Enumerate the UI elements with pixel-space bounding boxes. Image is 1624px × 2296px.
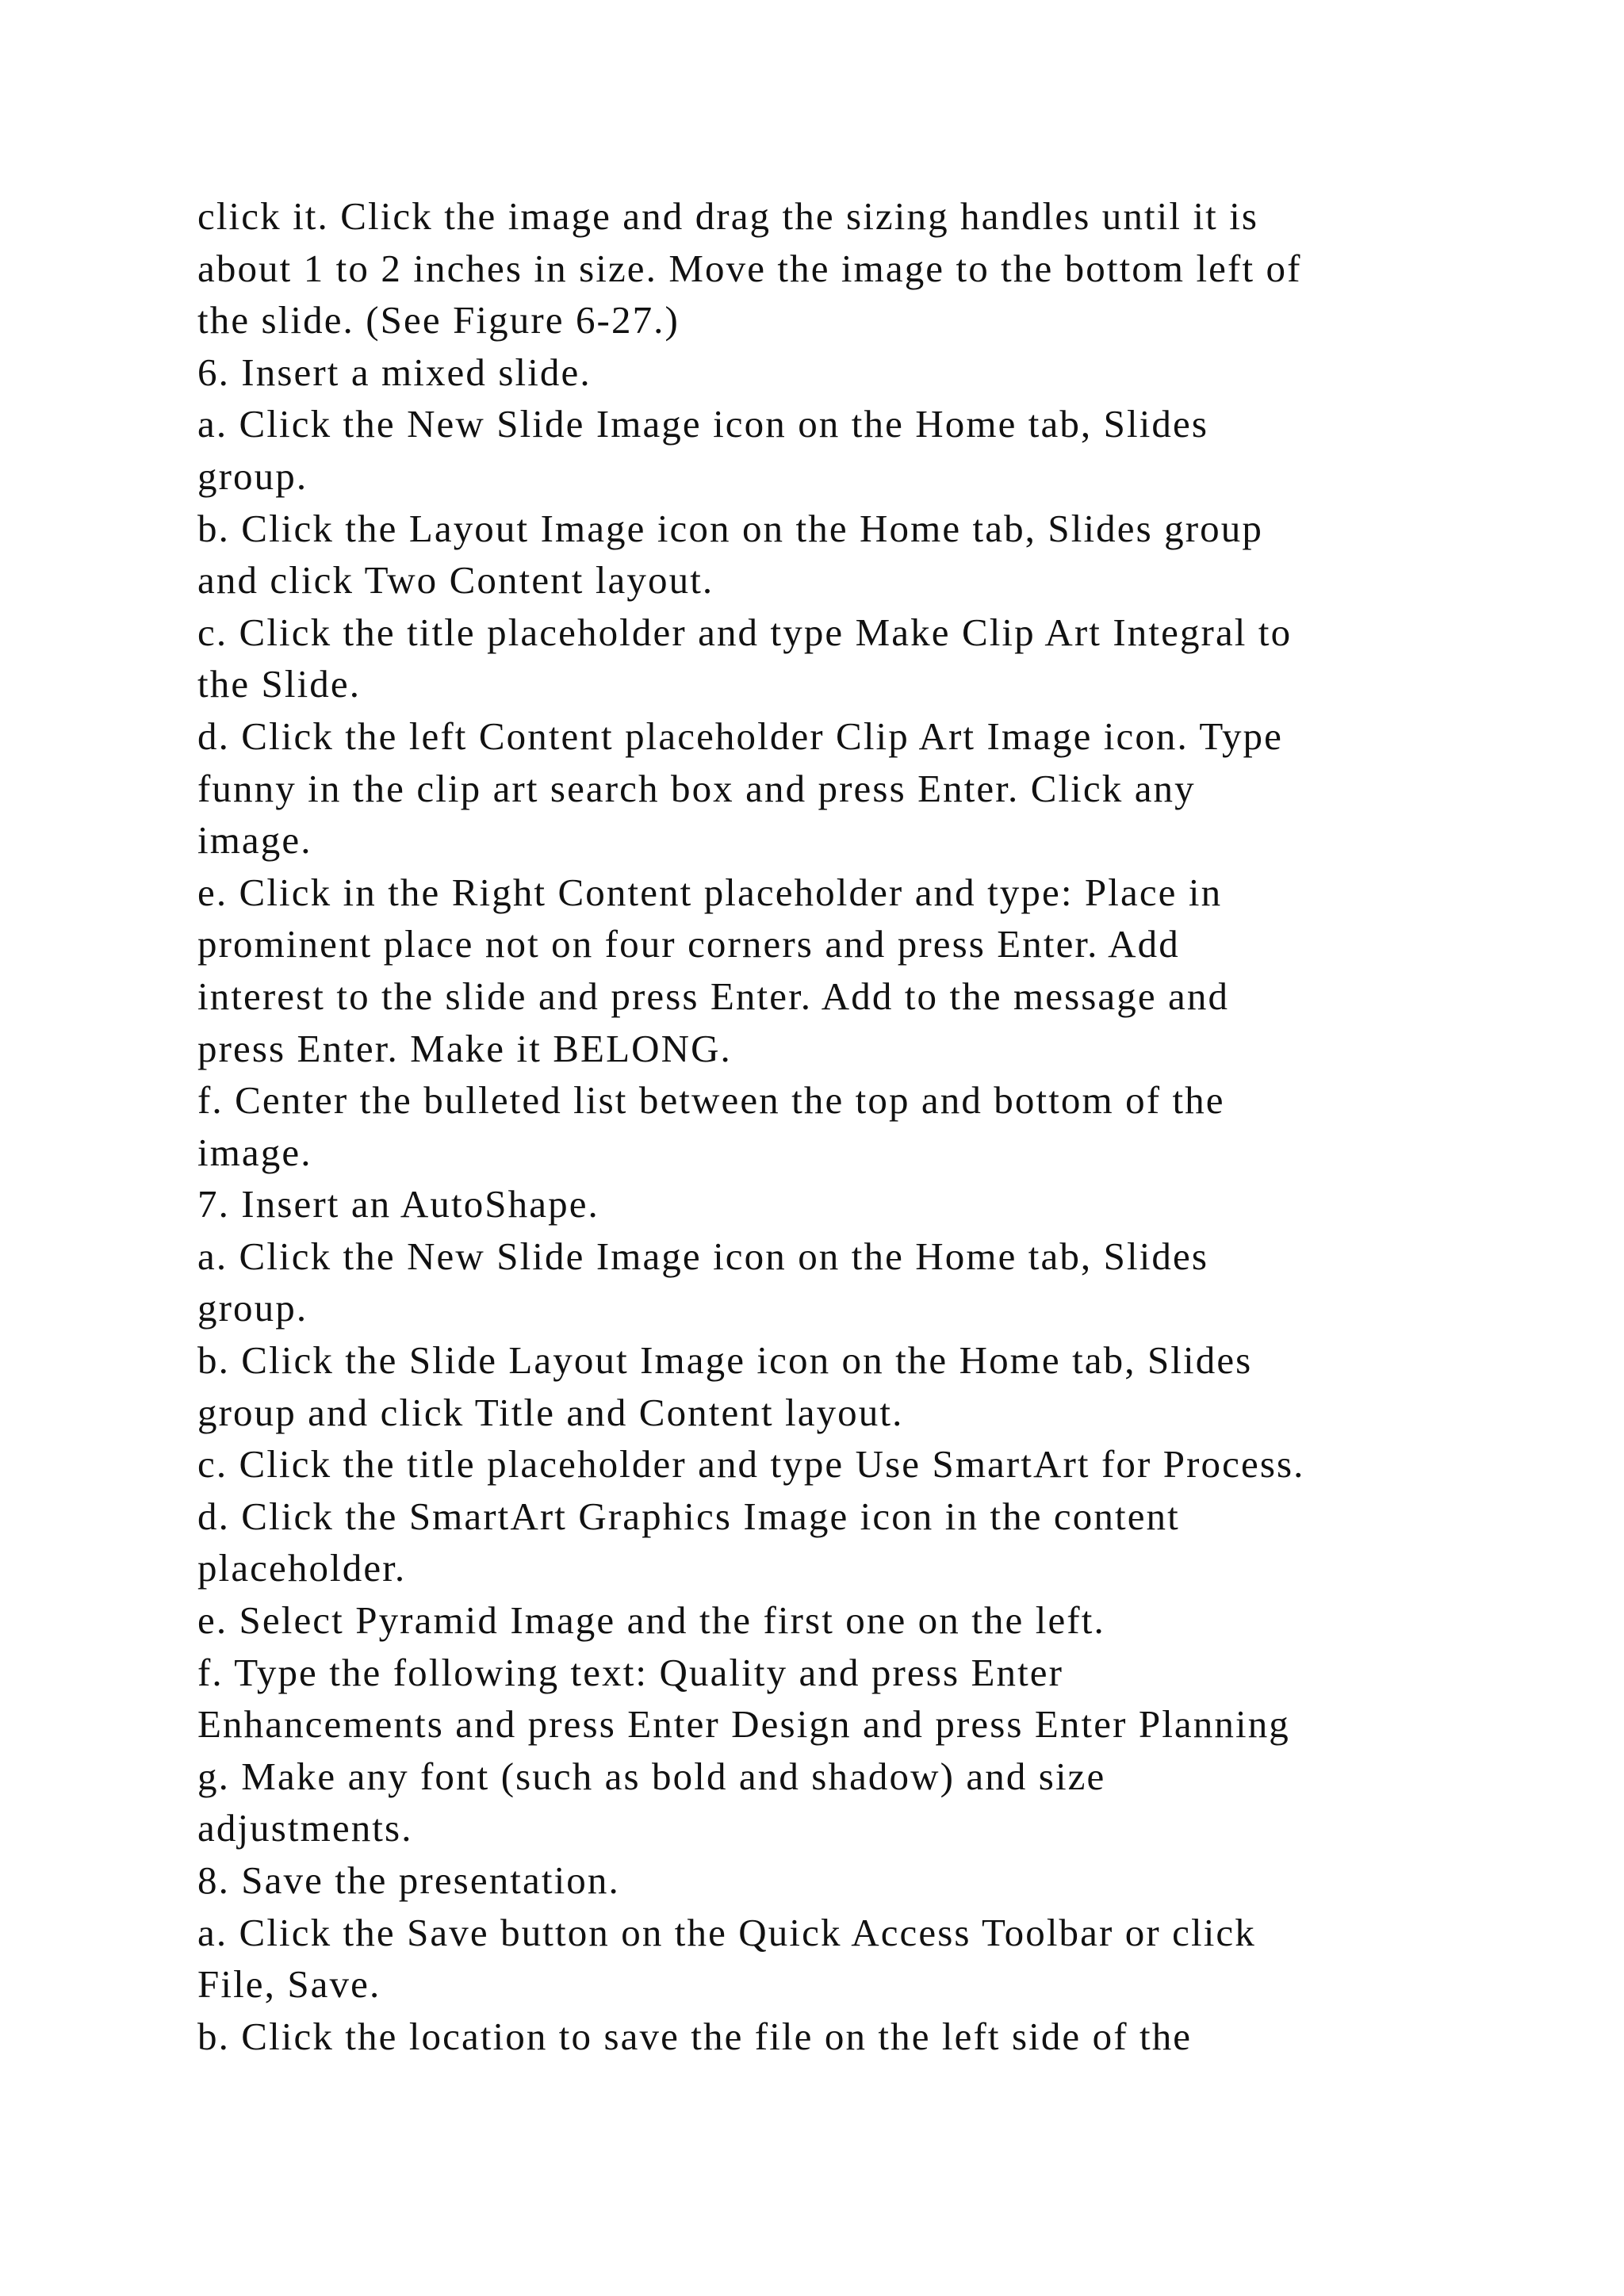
text-line: a. Click the Save button on the Quick Access Toolbar or click	[197, 1910, 1256, 1954]
document-body	[197, 190, 1498, 2062]
text-line: g. Make any font (such as bold and shadow) and size	[197, 1754, 1106, 1798]
text-line: about 1 to 2 inches in size. Move the image to the bottom left of	[197, 246, 1302, 290]
text-line: interest to the slide and press Enter. Add to the message and	[197, 974, 1230, 1018]
text-line: prominent place not on four corners and press Enter. Add	[197, 922, 1180, 966]
text-line: placeholder.	[197, 1546, 407, 1590]
text-line: image.	[197, 818, 312, 863]
text-line: 6. Insert a mixed slide.	[197, 350, 592, 394]
text-line: f. Center the bulleted list between the top and bottom of the	[197, 1078, 1225, 1123]
text-line: click it. Click the image and drag the sizing handles until it is	[197, 194, 1259, 238]
text-line: press Enter. Make it BELONG.	[197, 1026, 732, 1070]
text-line: image.	[197, 1130, 312, 1174]
text-line: e. Select Pyramid Image and the first one on the left.	[197, 1598, 1105, 1643]
text-line: b. Click the Slide Layout Image icon on the Home tab, Slides	[197, 1338, 1253, 1383]
text-line: a. Click the New Slide Image icon on the Home tab, Slides	[197, 402, 1209, 446]
text-line: c. Click the title placeholder and type Make Clip Art Integral to	[197, 610, 1293, 654]
text-line: 7. Insert an AutoShape.	[197, 1182, 599, 1226]
text-line: group.	[197, 1286, 308, 1330]
text-line: c. Click the title placeholder and type Use SmartArt for Process.	[197, 1442, 1305, 1487]
text-line: d. Click the left Content placeholder Clip Art Image icon. Type	[197, 714, 1283, 758]
text-line: Enhancements and press Enter Design and press Enter Planning	[197, 1702, 1290, 1747]
text-line: the slide. (See Figure 6-27.)	[197, 298, 680, 342]
text-line: b. Click the location to save the file on the left side of the	[197, 2014, 1193, 2058]
text-line: and click Two Content layout.	[197, 558, 714, 603]
text-line: e. Click in the Right Content placeholder and type: Place in	[197, 870, 1223, 914]
text-line: a. Click the New Slide Image icon on the Home tab, Slides	[197, 1234, 1209, 1278]
text-line: 8. Save the presentation.	[197, 1858, 620, 1902]
text-line: group.	[197, 453, 308, 498]
text-line: group and click Title and Content layout.	[197, 1390, 904, 1434]
text-line: adjustments.	[197, 1806, 413, 1850]
text-line: File, Save.	[197, 1962, 381, 2007]
text-line: b. Click the Layout Image icon on the Home tab, Slides group	[197, 506, 1263, 550]
text-line: f. Type the following text: Quality and press Enter	[197, 1650, 1064, 1694]
text-line: d. Click the SmartArt Graphics Image icon in the content	[197, 1494, 1180, 1538]
text-line: the Slide.	[197, 662, 362, 706]
text-line: funny in the clip art search box and press Enter. Click any	[197, 766, 1196, 810]
